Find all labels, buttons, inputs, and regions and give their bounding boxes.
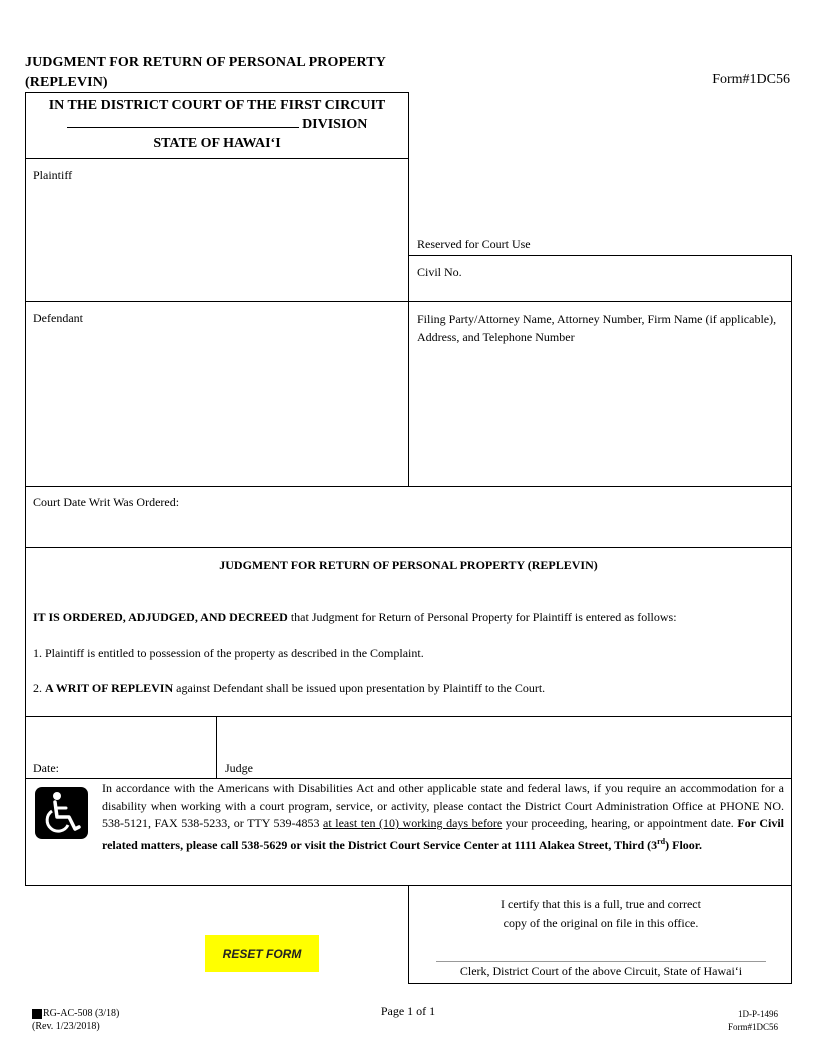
court-box-top	[25, 92, 409, 93]
ordered-bold: IT IS ORDERED, ADJUDGED, AND DECREED	[33, 610, 288, 624]
court-date-bottom	[25, 547, 792, 548]
court-date-label: Court Date Writ Was Ordered:	[33, 495, 180, 509]
ada-text-1: In accordance with the Americans with Disabilities Act and other applicable state and federal laws, if you require an accommodation for a disability when working with a court program, service, or activity, please contact the District Court Administration Office at PHONE NO. 538-5121, FAX 538-5233, or TTY 539-4853	[102, 781, 784, 830]
plaintiff-bottom	[25, 301, 792, 302]
court-box-bottom	[25, 158, 409, 159]
ada-text-underlined: at least ten (10) working days before	[323, 816, 503, 830]
certify-line-1: I certify that this is a full, true and correct	[501, 897, 701, 911]
left-border	[25, 92, 26, 886]
footer-left-line-2: (Rev. 1/23/2018)	[32, 1021, 100, 1032]
judge-label: Judge	[225, 761, 253, 775]
defendant-label: Defendant	[33, 311, 83, 325]
plaintiff-label: Plaintiff	[33, 168, 73, 182]
date-judge-divider	[216, 716, 217, 778]
item-2-num: 2.	[33, 681, 45, 695]
certify-line-2: copy of the original on file in this office.	[503, 916, 699, 930]
ada-bold-a: For Civil related matters, please call 538-5629 or visit the District Court Service Center at 1111 Alakea Street, Third (3	[102, 816, 784, 852]
court-division-line	[26, 115, 408, 134]
defendant-bottom	[25, 486, 792, 487]
ada-text-2: your proceeding, hearing, or appointment date.	[502, 816, 738, 830]
clerk-signature-line	[436, 961, 766, 962]
item-2-bold: A WRIT OF REPLEVIN	[45, 681, 174, 695]
ada-bold-sup: rd	[657, 836, 666, 846]
certify-bottom	[408, 983, 792, 984]
court-line-1: IN THE DISTRICT COURT OF THE FIRST CIRCUIT	[48, 98, 386, 113]
court-line-3: STATE OF HAWAI‘I	[153, 136, 281, 151]
certify-text	[410, 895, 792, 933]
footer-right-line-1: 1D-P-1496	[738, 1009, 778, 1019]
certify-left	[408, 885, 409, 984]
reserved-label: Reserved for Court Use	[417, 237, 531, 251]
item-2	[33, 680, 545, 698]
court-header	[26, 96, 408, 153]
ordered-paragraph	[33, 609, 785, 627]
division-blank[interactable]	[67, 115, 299, 128]
reset-form-button[interactable]: RESET FORM	[205, 935, 319, 972]
title-line-1: JUDGMENT FOR RETURN OF PERSONAL PROPERTY	[25, 55, 386, 70]
title-line-2: (REPLEVIN)	[25, 75, 108, 90]
ada-bold-b: ) Floor.	[665, 837, 703, 852]
document-title	[25, 53, 386, 93]
signature-bottom	[25, 778, 792, 779]
division-label: DIVISION	[302, 117, 368, 132]
form-number: Form#1DC56	[712, 72, 790, 87]
date-label: Date:	[33, 761, 59, 775]
civil-no-label: Civil No.	[417, 265, 462, 279]
ordered-rest: that Judgment for Return of Personal Property for Plaintiff is entered as follows:	[287, 610, 677, 624]
ada-notice	[102, 780, 784, 854]
wheelchair-icon	[35, 787, 88, 839]
judgment-bottom	[25, 716, 792, 717]
page-number: Page 1 of 1	[380, 1004, 436, 1018]
item-1: 1. Plaintiff is entitled to possession of the property as described in the Complaint.	[33, 646, 424, 660]
clerk-label: Clerk, District Court of the above Circuit, State of Hawai‘i	[459, 964, 743, 978]
center-divider	[408, 92, 409, 486]
footer-right-line-2: Form#1DC56	[727, 1022, 778, 1032]
footer-left-line-1: RG-AC-508 (3/18)	[43, 1008, 120, 1019]
judgment-heading: JUDGMENT FOR RETURN OF PERSONAL PROPERTY (REPLEVIN)	[219, 558, 598, 572]
civil-no-top	[408, 255, 792, 256]
item-2-rest: against Defendant shall be issued upon presentation by Plaintiff to the Court.	[173, 681, 546, 695]
footer-right	[728, 1008, 778, 1034]
right-border	[791, 255, 792, 886]
filing-party-label: Filing Party/Attorney Name, Attorney Number, Firm Name (if applicable), Address, and Telephone Number	[417, 312, 777, 344]
